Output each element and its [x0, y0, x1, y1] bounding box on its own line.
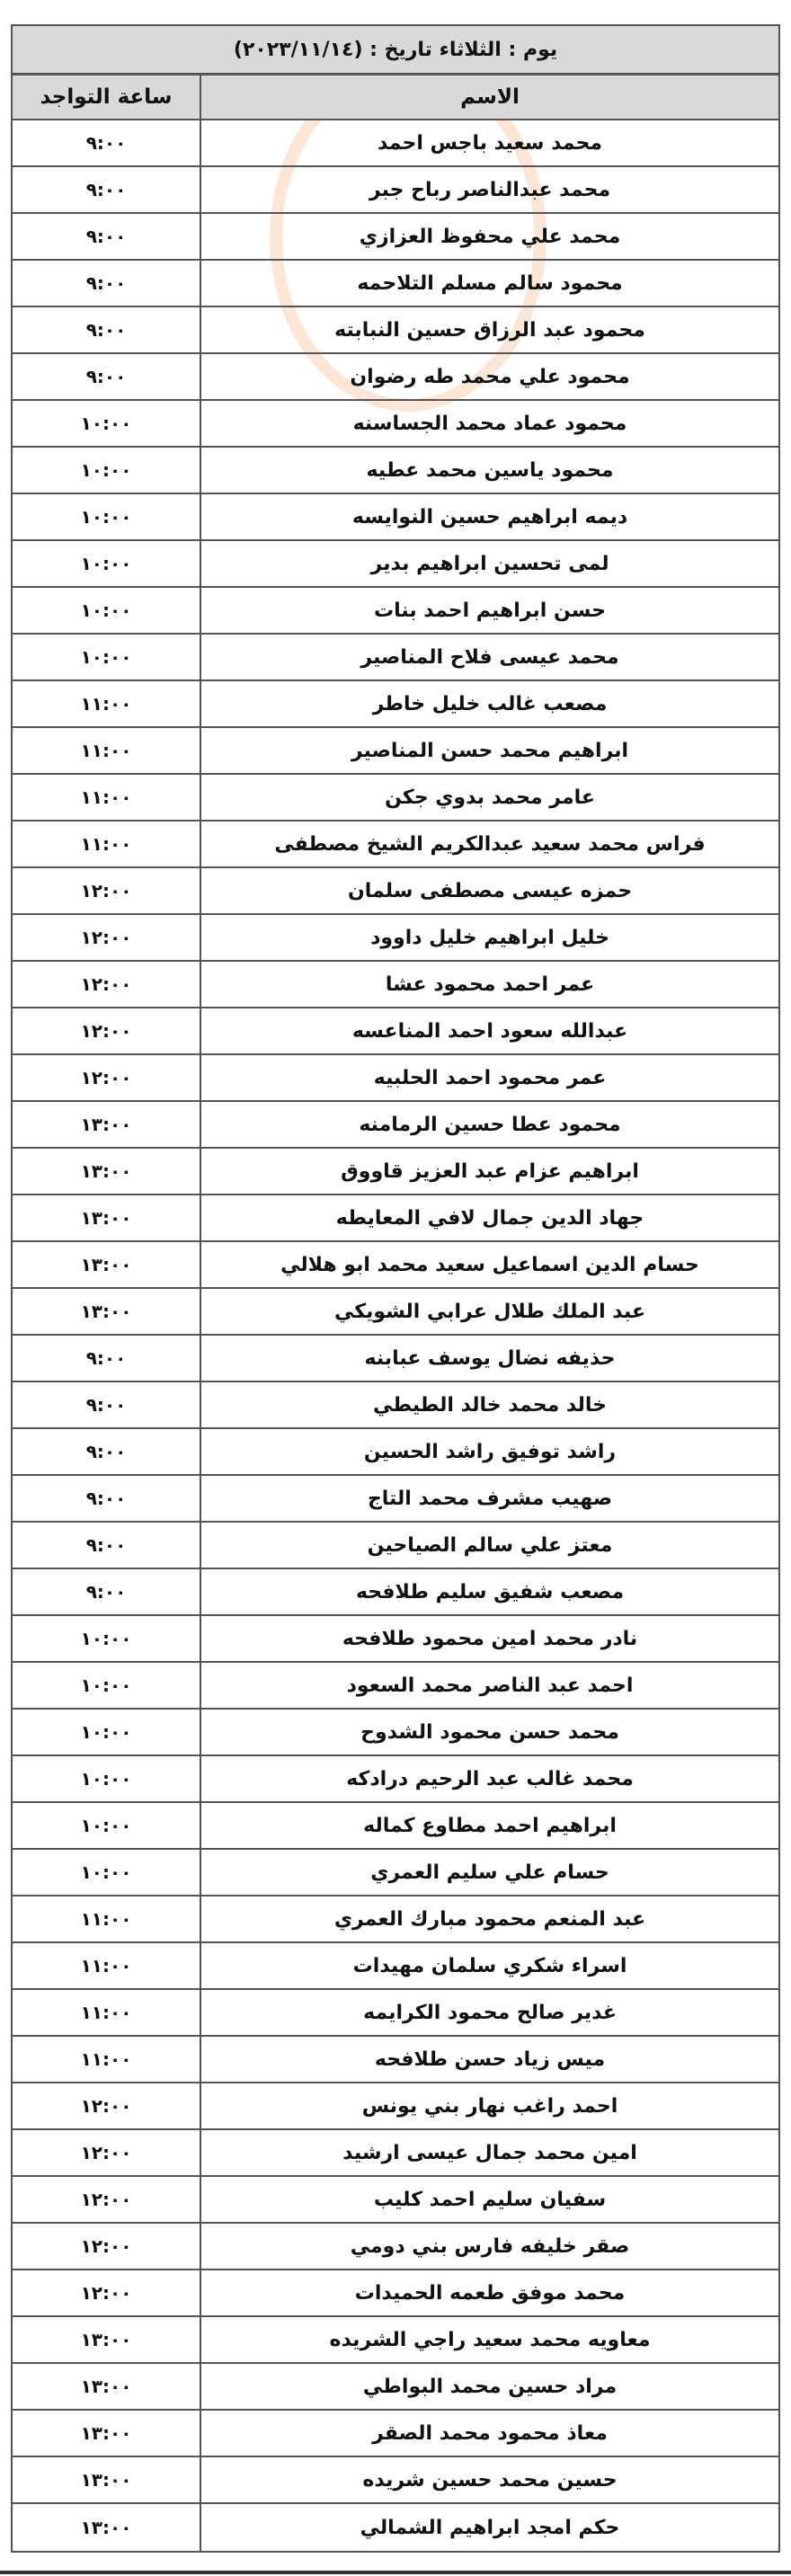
table-row — [13, 1149, 778, 1195]
table-row — [13, 822, 778, 868]
person-name: محمد عيسى فلاح المناصير — [200, 635, 778, 680]
table-row — [13, 167, 778, 214]
table-row — [13, 1569, 778, 1616]
attendance-time: ١٣:٠٠ — [80, 1254, 132, 1275]
person-name: ابراهيم احمد مطاوع كماله — [200, 1803, 778, 1848]
person-name: ديمه ابراهيم حسين النوايسه — [200, 494, 778, 539]
person-name: حكم امجد ابراهيم الشمالي — [200, 2504, 778, 2551]
person-name: لمى تحسين ابراهيم بدير — [200, 541, 778, 586]
table-row — [13, 1195, 778, 1242]
attendance-table — [11, 24, 780, 2553]
table-row — [13, 2037, 778, 2083]
attendance-time: ١٢:٠٠ — [80, 2142, 132, 2163]
person-name: احمد راغب نهار بني يونس — [200, 2083, 778, 2128]
attendance-time: ١٣:٠٠ — [80, 2422, 132, 2444]
attendance-time: ٩:٠٠ — [85, 1394, 127, 1416]
person-name: ابراهيم عزام عبد العزيز قاووق — [200, 1149, 778, 1194]
person-name: خليل ابراهيم خليل داوود — [200, 915, 778, 960]
table-body — [13, 120, 778, 2551]
table-row — [13, 2083, 778, 2130]
attendance-time: ٩:٠٠ — [85, 1534, 127, 1556]
table-row — [13, 1055, 778, 1102]
table-row — [13, 1523, 778, 1569]
person-name: سفيان سليم احمد كليب — [200, 2177, 778, 2222]
table-row — [13, 1102, 778, 1149]
table-row — [13, 1242, 778, 1289]
attendance-time: ١٢:٠٠ — [80, 927, 132, 948]
attendance-time: ٩:٠٠ — [85, 1441, 127, 1462]
attendance-time: ١١:٠٠ — [80, 786, 132, 808]
table-row — [13, 1710, 778, 1756]
table-row — [13, 681, 778, 728]
attendance-time: ١١:٠٠ — [80, 1955, 132, 1976]
attendance-time: ١١:٠٠ — [80, 833, 132, 855]
person-name: مصعب شفيق سليم طلافحه — [200, 1569, 778, 1614]
attendance-time: ١٠:٠٠ — [80, 413, 132, 434]
attendance-time: ١١:٠٠ — [80, 693, 132, 715]
attendance-time: ٩:٠٠ — [85, 132, 127, 154]
attendance-time: ١١:٠٠ — [80, 1908, 132, 1930]
attendance-time: ١٣:٠٠ — [80, 1207, 132, 1229]
person-name: عامر محمد بدوي جكن — [200, 775, 778, 820]
table-row — [13, 1616, 778, 1663]
attendance-time: ١٠:٠٠ — [80, 1815, 132, 1836]
table-row — [13, 1756, 778, 1803]
table-row — [13, 494, 778, 541]
person-name: ابراهيم محمد حسن المناصير — [200, 728, 778, 773]
attendance-time: ١٢:٠٠ — [80, 2095, 132, 2117]
attendance-time: ٩:٠٠ — [85, 1581, 127, 1603]
person-name: مراد حسين محمد البواطي — [200, 2364, 778, 2409]
table-row — [13, 1382, 778, 1429]
person-name: حسام الدين اسماعيل سعيد محمد ابو هلالي — [200, 1242, 778, 1287]
person-name: احمد عبد الناصر محمد السعود — [200, 1663, 778, 1708]
attendance-time: ٩:٠٠ — [85, 319, 127, 341]
attendance-time: ١٠:٠٠ — [80, 1628, 132, 1649]
table-row — [13, 1943, 778, 1990]
attendance-time: ١٢:٠٠ — [80, 880, 132, 902]
person-name: خالد محمد خالد الطيطي — [200, 1382, 778, 1427]
header-time: ساعة التواجد — [40, 85, 173, 109]
table-row — [13, 2411, 778, 2457]
attendance-time: ١٠:٠٠ — [80, 646, 132, 668]
table-row — [13, 915, 778, 962]
attendance-time: ١٠:٠٠ — [80, 600, 132, 621]
person-name: محمود عطا حسين الرمامنه — [200, 1102, 778, 1147]
attendance-time: ١١:٠٠ — [80, 740, 132, 761]
attendance-time: ١٠:٠٠ — [80, 506, 132, 528]
attendance-time: ١٠:٠٠ — [80, 1721, 132, 1743]
table-row — [13, 2224, 778, 2270]
person-name: جهاد الدين جمال لافي المعايطه — [200, 1195, 778, 1240]
attendance-time: ١٠:٠٠ — [80, 1861, 132, 1883]
attendance-time: ١١:٠٠ — [80, 2002, 132, 2023]
person-name: اسراء شكري سلمان مهيدات — [200, 1943, 778, 1988]
table-row — [13, 354, 778, 401]
attendance-time: ١٣:٠٠ — [80, 1301, 132, 1322]
person-name: امين محمد جمال عيسى ارشيد — [200, 2130, 778, 2175]
table-row — [13, 1429, 778, 1476]
attendance-time: ١٣:٠٠ — [80, 2376, 132, 2397]
table-row — [13, 1008, 778, 1055]
attendance-time: ١١:٠٠ — [80, 2048, 132, 2070]
attendance-time: ١٣:٠٠ — [80, 2517, 132, 2538]
table-row — [13, 1803, 778, 1850]
attendance-time: ١٣:٠٠ — [80, 1160, 132, 1182]
attendance-time: ٩:٠٠ — [85, 1347, 127, 1369]
table-row — [13, 635, 778, 681]
attendance-time: ١٢:٠٠ — [80, 2189, 132, 2210]
table-row — [13, 261, 778, 307]
table-row — [13, 120, 778, 167]
person-name: محمد حسن محمود الشدوح — [200, 1710, 778, 1754]
person-name: محمد سعيد باجس احمد — [200, 120, 778, 165]
attendance-time: ١٣:٠٠ — [80, 2469, 132, 2491]
table-row — [13, 2270, 778, 2317]
table-row — [13, 448, 778, 494]
person-name: معاذ محمود محمد الصقر — [200, 2411, 778, 2456]
attendance-time: ٩:٠٠ — [85, 1488, 127, 1509]
table-row — [13, 1336, 778, 1382]
person-name: حسام علي سليم العمري — [200, 1850, 778, 1895]
table-row — [13, 2504, 778, 2551]
person-name: مصعب غالب خليل خاطر — [200, 681, 778, 726]
table-row — [13, 1289, 778, 1336]
person-name: عمر محمود احمد الحلبيه — [200, 1055, 778, 1100]
table-row — [13, 1896, 778, 1943]
attendance-time: ١٠:٠٠ — [80, 1674, 132, 1696]
person-name: صهيب مشرف محمد التاج — [200, 1476, 778, 1521]
person-name: حمزه عيسى مصطفى سلمان — [200, 868, 778, 913]
person-name: محمود عماد محمد الجساسنه — [200, 401, 778, 446]
table-row — [13, 775, 778, 822]
person-name: محمد موفق طعمه الحميدات — [200, 2270, 778, 2315]
table-row — [13, 541, 778, 588]
person-name: حذيفه نضال يوسف عبابنه — [200, 1336, 778, 1381]
person-name: حسين محمد حسين شريده — [200, 2457, 778, 2502]
table-row — [13, 962, 778, 1008]
table-row — [13, 1476, 778, 1523]
attendance-time: ٩:٠٠ — [85, 226, 127, 247]
attendance-time: ١٢:٠٠ — [80, 2235, 132, 2257]
table-row — [13, 2130, 778, 2177]
person-name: حسن ابراهيم احمد بنات — [200, 588, 778, 633]
attendance-time: ١٢:٠٠ — [80, 1067, 132, 1088]
attendance-time: ١٠:٠٠ — [80, 553, 132, 574]
person-name: محمود علي محمد طه رضوان — [200, 354, 778, 399]
table-row — [13, 214, 778, 261]
attendance-time: ٩:٠٠ — [85, 366, 127, 387]
person-name: محمود سالم مسلم التلاحمه — [200, 261, 778, 306]
person-name: عبد المنعم محمود مبارك العمري — [200, 1896, 778, 1941]
attendance-time: ١٠:٠٠ — [80, 1768, 132, 1790]
person-name: عبدالله سعود احمد المناعسه — [200, 1008, 778, 1053]
table-row — [13, 868, 778, 915]
person-name: ميس زياد حسن طلافحه — [200, 2037, 778, 2082]
header-row — [13, 76, 778, 120]
person-name: محمود عبد الرزاق حسين النبابته — [200, 307, 778, 352]
person-name: محمد غالب عبد الرحيم درادكه — [200, 1756, 778, 1801]
table-row — [13, 307, 778, 354]
table-row — [13, 1663, 778, 1710]
attendance-time: ٩:٠٠ — [85, 179, 127, 200]
person-name: نادر محمد امين محمود طلافحه — [200, 1616, 778, 1661]
person-name: محمد علي محفوظ العزازي — [200, 214, 778, 259]
table-row — [13, 728, 778, 775]
attendance-time: ١٠:٠٠ — [80, 459, 132, 481]
person-name: فراس محمد سعيد عبدالكريم الشيخ مصطفى — [200, 822, 778, 866]
attendance-time: ١٢:٠٠ — [80, 1020, 132, 1042]
attendance-time: ١٢:٠٠ — [80, 2282, 132, 2304]
table-title: يوم : الثلاثاء تاريخ : (٢٠٢٣/١١/١٤) — [13, 26, 778, 76]
attendance-time: ٩:٠٠ — [85, 272, 127, 294]
person-name: صقر خليفه فارس بني دومي — [200, 2224, 778, 2269]
person-name: غدير صالح محمود الكرايمه — [200, 1990, 778, 2035]
person-name: معتز علي سالم الصياحين — [200, 1523, 778, 1568]
person-name: محمود ياسين محمد عطيه — [200, 448, 778, 493]
table-row — [13, 2317, 778, 2364]
table-row — [13, 1850, 778, 1896]
attendance-time: ١٢:٠٠ — [80, 973, 132, 995]
attendance-time: ١٣:٠٠ — [80, 2329, 132, 2350]
person-name: عمر احمد محمود عشا — [200, 962, 778, 1007]
person-name: عبد الملك طلال عرابي الشويكي — [200, 1289, 778, 1334]
person-name: راشد توفيق راشد الحسين — [200, 1429, 778, 1474]
table-row — [13, 2177, 778, 2224]
table-row — [13, 588, 778, 635]
divider — [0, 2571, 791, 2574]
table-row — [13, 2457, 778, 2504]
table-row — [13, 1990, 778, 2037]
person-name: محمد عبدالناصر رباح جبر — [200, 167, 778, 212]
attendance-time: ١٣:٠٠ — [80, 1114, 132, 1135]
person-name: معاويه محمد سعيد راجي الشريده — [200, 2317, 778, 2362]
header-name: الاسم — [200, 76, 778, 119]
table-row — [13, 401, 778, 448]
table-row — [13, 2364, 778, 2411]
